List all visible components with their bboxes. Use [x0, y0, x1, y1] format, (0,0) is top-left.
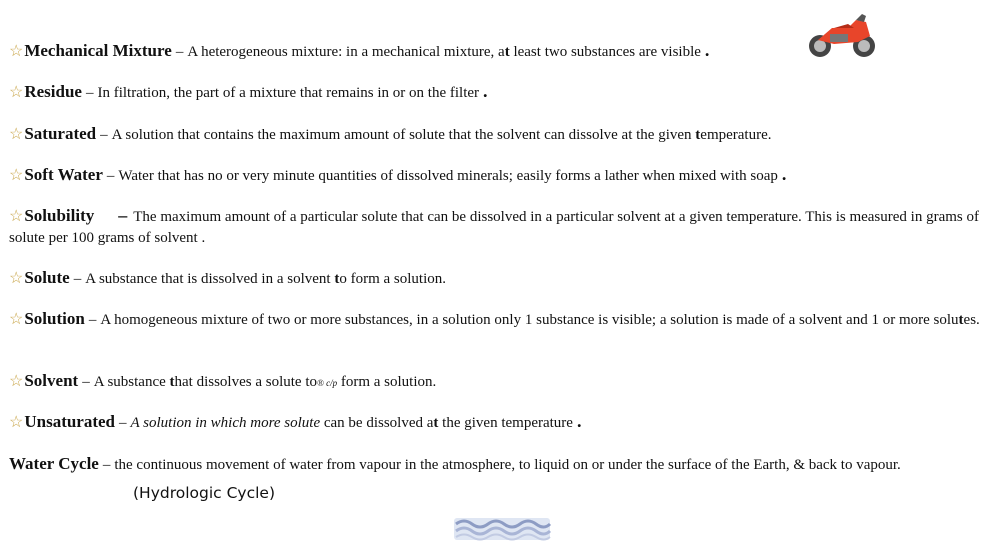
term: Solvent	[24, 371, 79, 390]
star-icon: ☆	[9, 414, 24, 431]
entry-residue: ☆Residue – In filtration, the part of a mixture that remains in or on the filter .	[9, 81, 488, 101]
star-icon: ☆	[9, 43, 24, 60]
entry-solution: ☆Solution – A homogeneous mixture of two or more substances, in a solution only 1 substance is visible; a solution is made of a solvent and 1 or more solutes.	[9, 309, 980, 328]
entry-solute: ☆Solute – A substance that is dissolved in a solvent to form a solution.	[9, 268, 446, 287]
entry-water-cycle: Water Cycle – the continuous movement of water from vapour in the atmosphere, to liquid on or under the surface of the Earth, & back to vapour.	[9, 454, 901, 473]
definition: Water that has no or very minute quantities of dissolved minerals; easily forms a lather when mixed with soap	[118, 168, 778, 184]
term: Residue	[24, 82, 82, 101]
definition: A homogeneous mixture of two or more substances, in a solution only 1 substance is visible; a solution is made of a solvent and 1 or more solu	[100, 312, 959, 328]
term: Water Cycle	[9, 454, 99, 473]
term: Solution	[24, 309, 85, 328]
definition: In filtration, the part of a mixture that remains in or on the filter	[97, 85, 480, 101]
copyright-mark: ® c/p	[317, 378, 338, 388]
term: Solute	[24, 268, 70, 287]
hydrologic-cycle-note: (Hydrologic Cycle)	[133, 484, 276, 502]
entry-solvent: ☆Solvent – A substance that dissolves a solute to® c/p form a solution.	[9, 371, 437, 390]
entry-mechanical-mixture: ☆Mechanical Mixture – A heterogeneous mixture: in a mechanical mixture, at least two substances are visible .	[9, 40, 710, 60]
definition: A heterogeneous mixture: in a mechanical mixture, a	[187, 44, 505, 60]
entry-solubility: ☆Solubility – The maximum amount of a particular solute that can be dissolved in a particular solvent at a given temperature. This is measured in grams of solute per 100 grams of solvent .	[9, 205, 979, 246]
water-waves-icon	[452, 514, 552, 542]
star-icon: ☆	[9, 373, 24, 390]
entry-unsaturated: ☆Unsaturated – A solution in which more solute can be dissolved at the given temperature .	[9, 411, 582, 431]
term: Saturated	[24, 124, 97, 143]
star-icon: ☆	[9, 167, 24, 184]
entry-soft-water: ☆Soft Water – Water that has no or very minute quantities of dissolved minerals; easily forms a lather when mixed with soap .	[9, 164, 787, 184]
definition: The maximum amount of a particular solute that can be dissolved in a particular solvent at a given temperature. This is measured in grams of solute per 100 grams of solvent .	[9, 209, 979, 246]
definition: the continuous movement of water from vapour in the atmosphere, to liquid on or under the surface of the Earth, & back to vapour.	[114, 457, 901, 473]
term: Mechanical Mixture	[24, 41, 172, 60]
star-icon: ☆	[9, 126, 24, 143]
star-icon: ☆	[9, 84, 24, 101]
definition: A solution that contains the maximum amount of solute that the solvent can dissolve at the given	[111, 127, 696, 143]
term: Unsaturated	[24, 412, 116, 431]
star-icon: ☆	[9, 270, 24, 287]
entry-saturated: ☆Saturated – A solution that contains the maximum amount of solute that the solvent can dissolve at the given temperature.	[9, 124, 772, 143]
star-icon: ☆	[9, 311, 24, 328]
term: Soft Water	[24, 165, 103, 184]
definition: A substance	[93, 374, 170, 390]
definition: A solution in which more solute	[130, 415, 321, 431]
definition: A substance that is dissolved in a solvent	[85, 271, 335, 287]
term: Solubility	[24, 206, 95, 225]
star-icon: ☆	[9, 208, 24, 225]
